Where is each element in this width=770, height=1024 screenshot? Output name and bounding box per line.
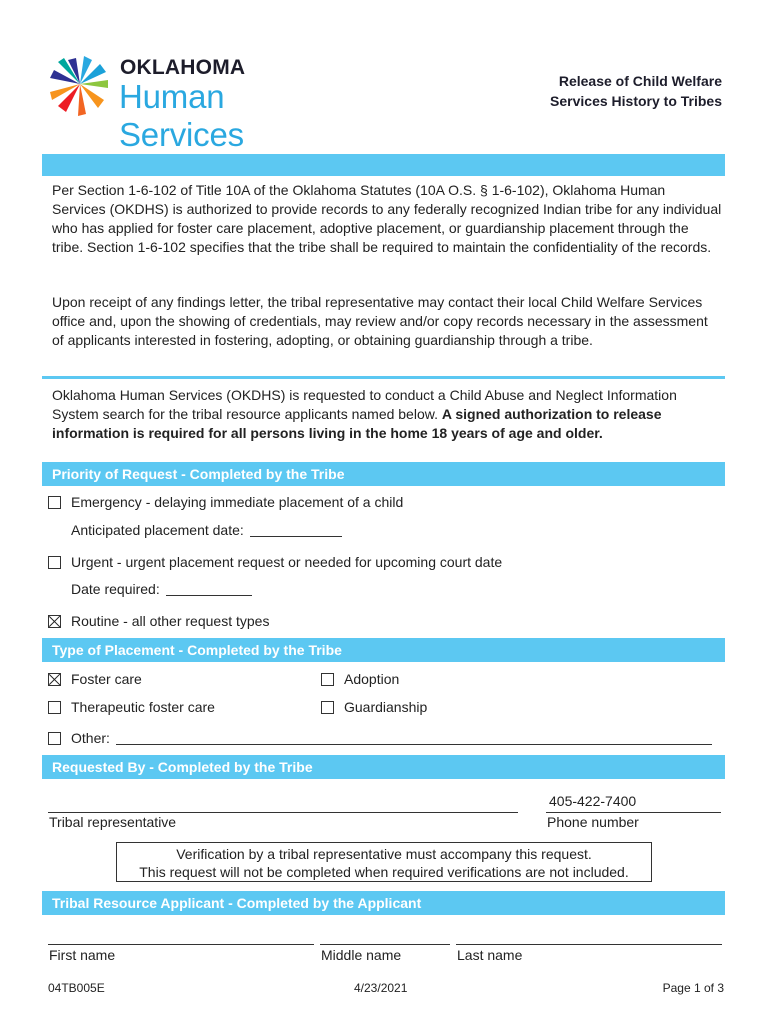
foster-care-option[interactable] [48,670,142,688]
requested-by-section-header: Requested By - Completed by the Tribe [42,755,725,779]
anticipated-date-label: Anticipated placement date: [71,522,244,538]
urgent-checkbox[interactable] [48,556,61,569]
date-required-label: Date required: [71,581,160,597]
therapeutic-option[interactable] [48,698,215,716]
therapeutic-checkbox[interactable] [48,701,61,714]
last-name-label: Last name [457,947,523,963]
authorization-notice: A signed authorization to release information is required for all persons living in the home 18 years of age and older. [52,406,662,441]
agency-logo [48,52,358,153]
applicant-section-header: Tribal Resource Applicant - Completed by the Applicant [42,891,725,915]
anticipated-date-field[interactable] [250,523,342,537]
tribal-rep-label: Tribal representative [49,814,177,830]
header-band [42,154,725,176]
first-name-line[interactable] [48,944,314,945]
last-name-line[interactable] [456,944,722,945]
routine-option[interactable] [48,612,269,630]
date-required-field[interactable] [166,582,252,596]
guardianship-option[interactable] [321,698,427,716]
verification-line1: Verification by a tribal representative must accompany this request. [176,846,592,862]
other-field[interactable] [116,731,712,745]
verification-line2: This request will not be completed when required verifications are not included. [139,864,629,880]
middle-name-line[interactable] [320,944,450,945]
urgent-option[interactable] [48,553,502,571]
other-checkbox[interactable] [48,732,61,745]
document-title [482,71,722,111]
anticipated-date-row [71,521,342,539]
adoption-label: Adoption [344,671,400,687]
priority-section-header: Priority of Request - Completed by the Tribe [42,462,725,486]
other-label: Other: [71,730,110,746]
emergency-checkbox[interactable] [48,496,61,509]
phone-number-label: Phone number [547,814,639,830]
form-number: 04TB005E [48,981,105,995]
routine-checkbox-checked[interactable] [48,615,61,628]
document-title-line1: Release of Child Welfare [558,73,722,89]
therapeutic-label: Therapeutic foster care [71,699,215,715]
star-burst-logo-icon [48,54,112,118]
tribal-rep-line[interactable] [48,812,518,813]
adoption-option[interactable] [321,670,399,688]
section-divider [42,376,725,379]
verification-notice [116,842,652,882]
logo-text-oklahoma: OKLAHOMA [120,56,246,79]
adoption-checkbox[interactable] [321,673,334,686]
phone-number-value[interactable]: 405-422-7400 [549,793,637,809]
routine-label: Routine - all other request types [71,613,270,629]
middle-name-label: Middle name [321,947,402,963]
first-name-label: First name [49,947,116,963]
date-required-row [71,580,252,598]
placement-section-header: Type of Placement - Completed by the Tribe [42,638,725,662]
intro-paragraph-3-text: Oklahoma Human Services (OKDHS) is requested to conduct a Child Abuse and Neglect Information System search for the tribal resource applicants named below. [52,387,677,422]
phone-number-line [546,812,721,813]
document-title-line2: Services History to Tribes [550,93,722,109]
guardianship-checkbox[interactable] [321,701,334,714]
page-number: Page 1 of 3 [662,981,724,995]
intro-paragraph-3 [52,386,722,443]
guardianship-label: Guardianship [344,699,428,715]
foster-care-label: Foster care [71,671,142,687]
foster-care-checkbox-checked[interactable] [48,673,61,686]
urgent-label: Urgent - urgent placement request or needed for upcoming court date [71,554,503,570]
other-option[interactable] [48,729,712,747]
emergency-option[interactable] [48,493,403,511]
form-date: 4/23/2021 [354,981,408,995]
logo-text-human-services: Human Services [119,78,244,153]
emergency-label: Emergency - delaying immediate placement of a child [71,494,404,510]
intro-paragraph-1: Per Section 1-6-102 of Title 10A of the Oklahoma Statutes (10A O.S. § 1-6-102), Oklahoma Human Services (OKDHS) is authorized to provide records to any federally recognized Indian tribe for any individual who has applied for foster care placement, adoptive placement, or guardianship placement through the tribe. Section 1-6-102 specifies that the tribe shall be required to maintain the confidentiality of the records. [52,182,722,255]
intro-paragraph-2: Upon receipt of any findings letter, the tribal representative may contact their local Child Welfare Services office and, upon the showing of credentials, may review and/or copy records necessary in the assessment of applicants interested in fostering, adopting, or obtaining guardianship through a tribe. [52,294,708,348]
